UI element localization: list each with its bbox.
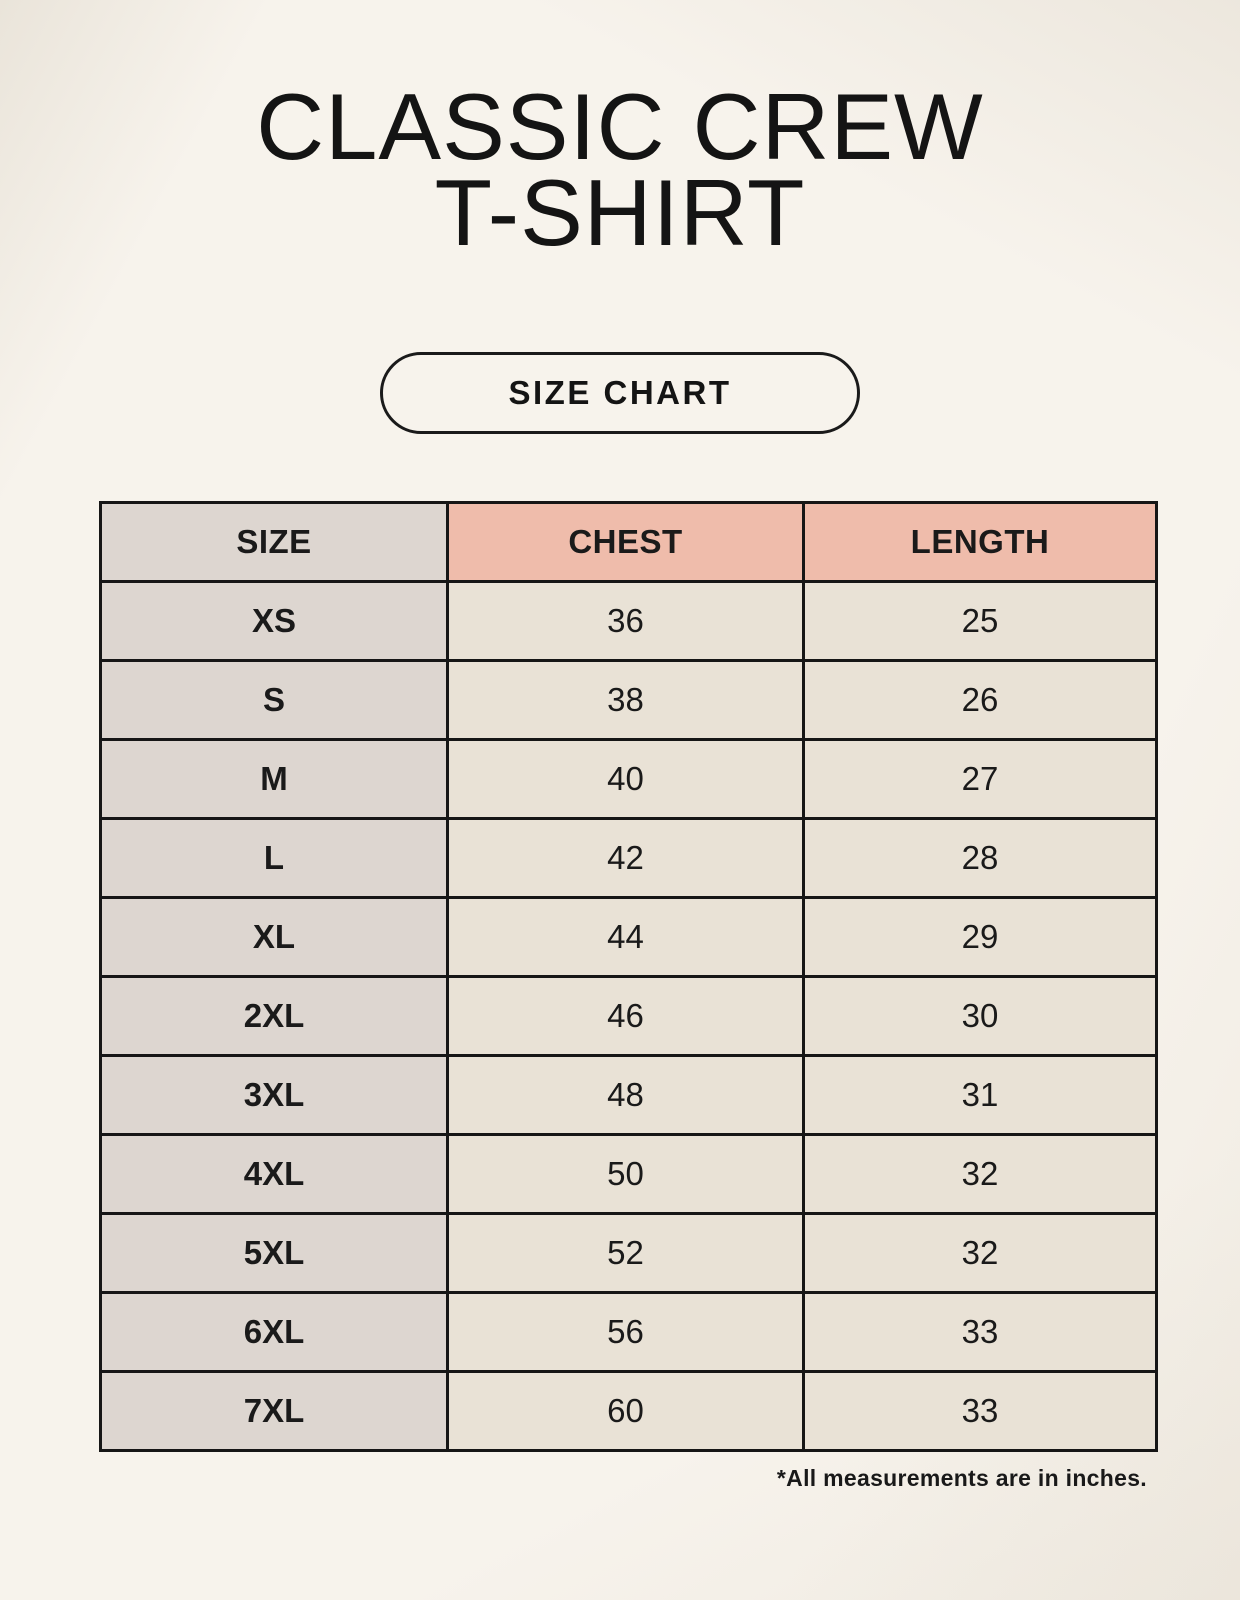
chest-cell: 60 [448,1371,804,1450]
length-cell: 28 [804,818,1157,897]
size-table-head [101,502,1157,581]
size-chart-badge [380,352,860,434]
size-cell: 6XL [101,1292,448,1371]
size-cell: 2XL [101,976,448,1055]
chest-cell: 50 [448,1134,804,1213]
size-table-wrap [99,501,1155,1452]
table-row [101,1134,1157,1213]
column-header-chest: CHEST [448,502,804,581]
header-row [101,502,1157,581]
chest-cell: 42 [448,818,804,897]
table-row [101,660,1157,739]
size-cell: L [101,818,448,897]
length-cell: 25 [804,581,1157,660]
length-cell: 26 [804,660,1157,739]
table-row [101,1292,1157,1371]
measurements-footnote: *All measurements are in inches. [776,1464,1147,1491]
size-cell: 5XL [101,1213,448,1292]
chest-cell: 56 [448,1292,804,1371]
length-cell: 32 [804,1213,1157,1292]
table-row [101,976,1157,1055]
length-cell: 33 [804,1371,1157,1450]
size-cell: S [101,660,448,739]
chest-cell: 36 [448,581,804,660]
size-cell: 3XL [101,1055,448,1134]
page-header [0,0,1240,266]
size-cell: XS [101,581,448,660]
table-row [101,1055,1157,1134]
size-chart-badge-label: SIZE CHART [508,373,732,411]
column-header-size: SIZE [101,502,448,581]
length-cell: 27 [804,739,1157,818]
size-table-body [101,581,1157,1450]
table-row [101,739,1157,818]
size-cell: 7XL [101,1371,448,1450]
length-cell: 31 [804,1055,1157,1134]
table-row [101,1371,1157,1450]
table-row [101,581,1157,660]
table-row [101,818,1157,897]
size-cell: XL [101,897,448,976]
column-header-length: LENGTH [804,502,1157,581]
length-cell: 33 [804,1292,1157,1371]
size-cell: M [101,739,448,818]
page-title-line-2: T-SHIRT [434,160,806,266]
size-table [99,501,1158,1452]
page-title-line-1: CLASSIC CREW [256,74,984,179]
length-cell: 30 [804,976,1157,1055]
chest-cell: 40 [448,739,804,818]
page-title [0,74,1240,266]
chest-cell: 48 [448,1055,804,1134]
length-cell: 29 [804,897,1157,976]
chest-cell: 52 [448,1213,804,1292]
length-cell: 32 [804,1134,1157,1213]
chest-cell: 38 [448,660,804,739]
size-cell: 4XL [101,1134,448,1213]
chest-cell: 44 [448,897,804,976]
table-row [101,897,1157,976]
chest-cell: 46 [448,976,804,1055]
badge-row [0,352,1240,434]
table-row [101,1213,1157,1292]
